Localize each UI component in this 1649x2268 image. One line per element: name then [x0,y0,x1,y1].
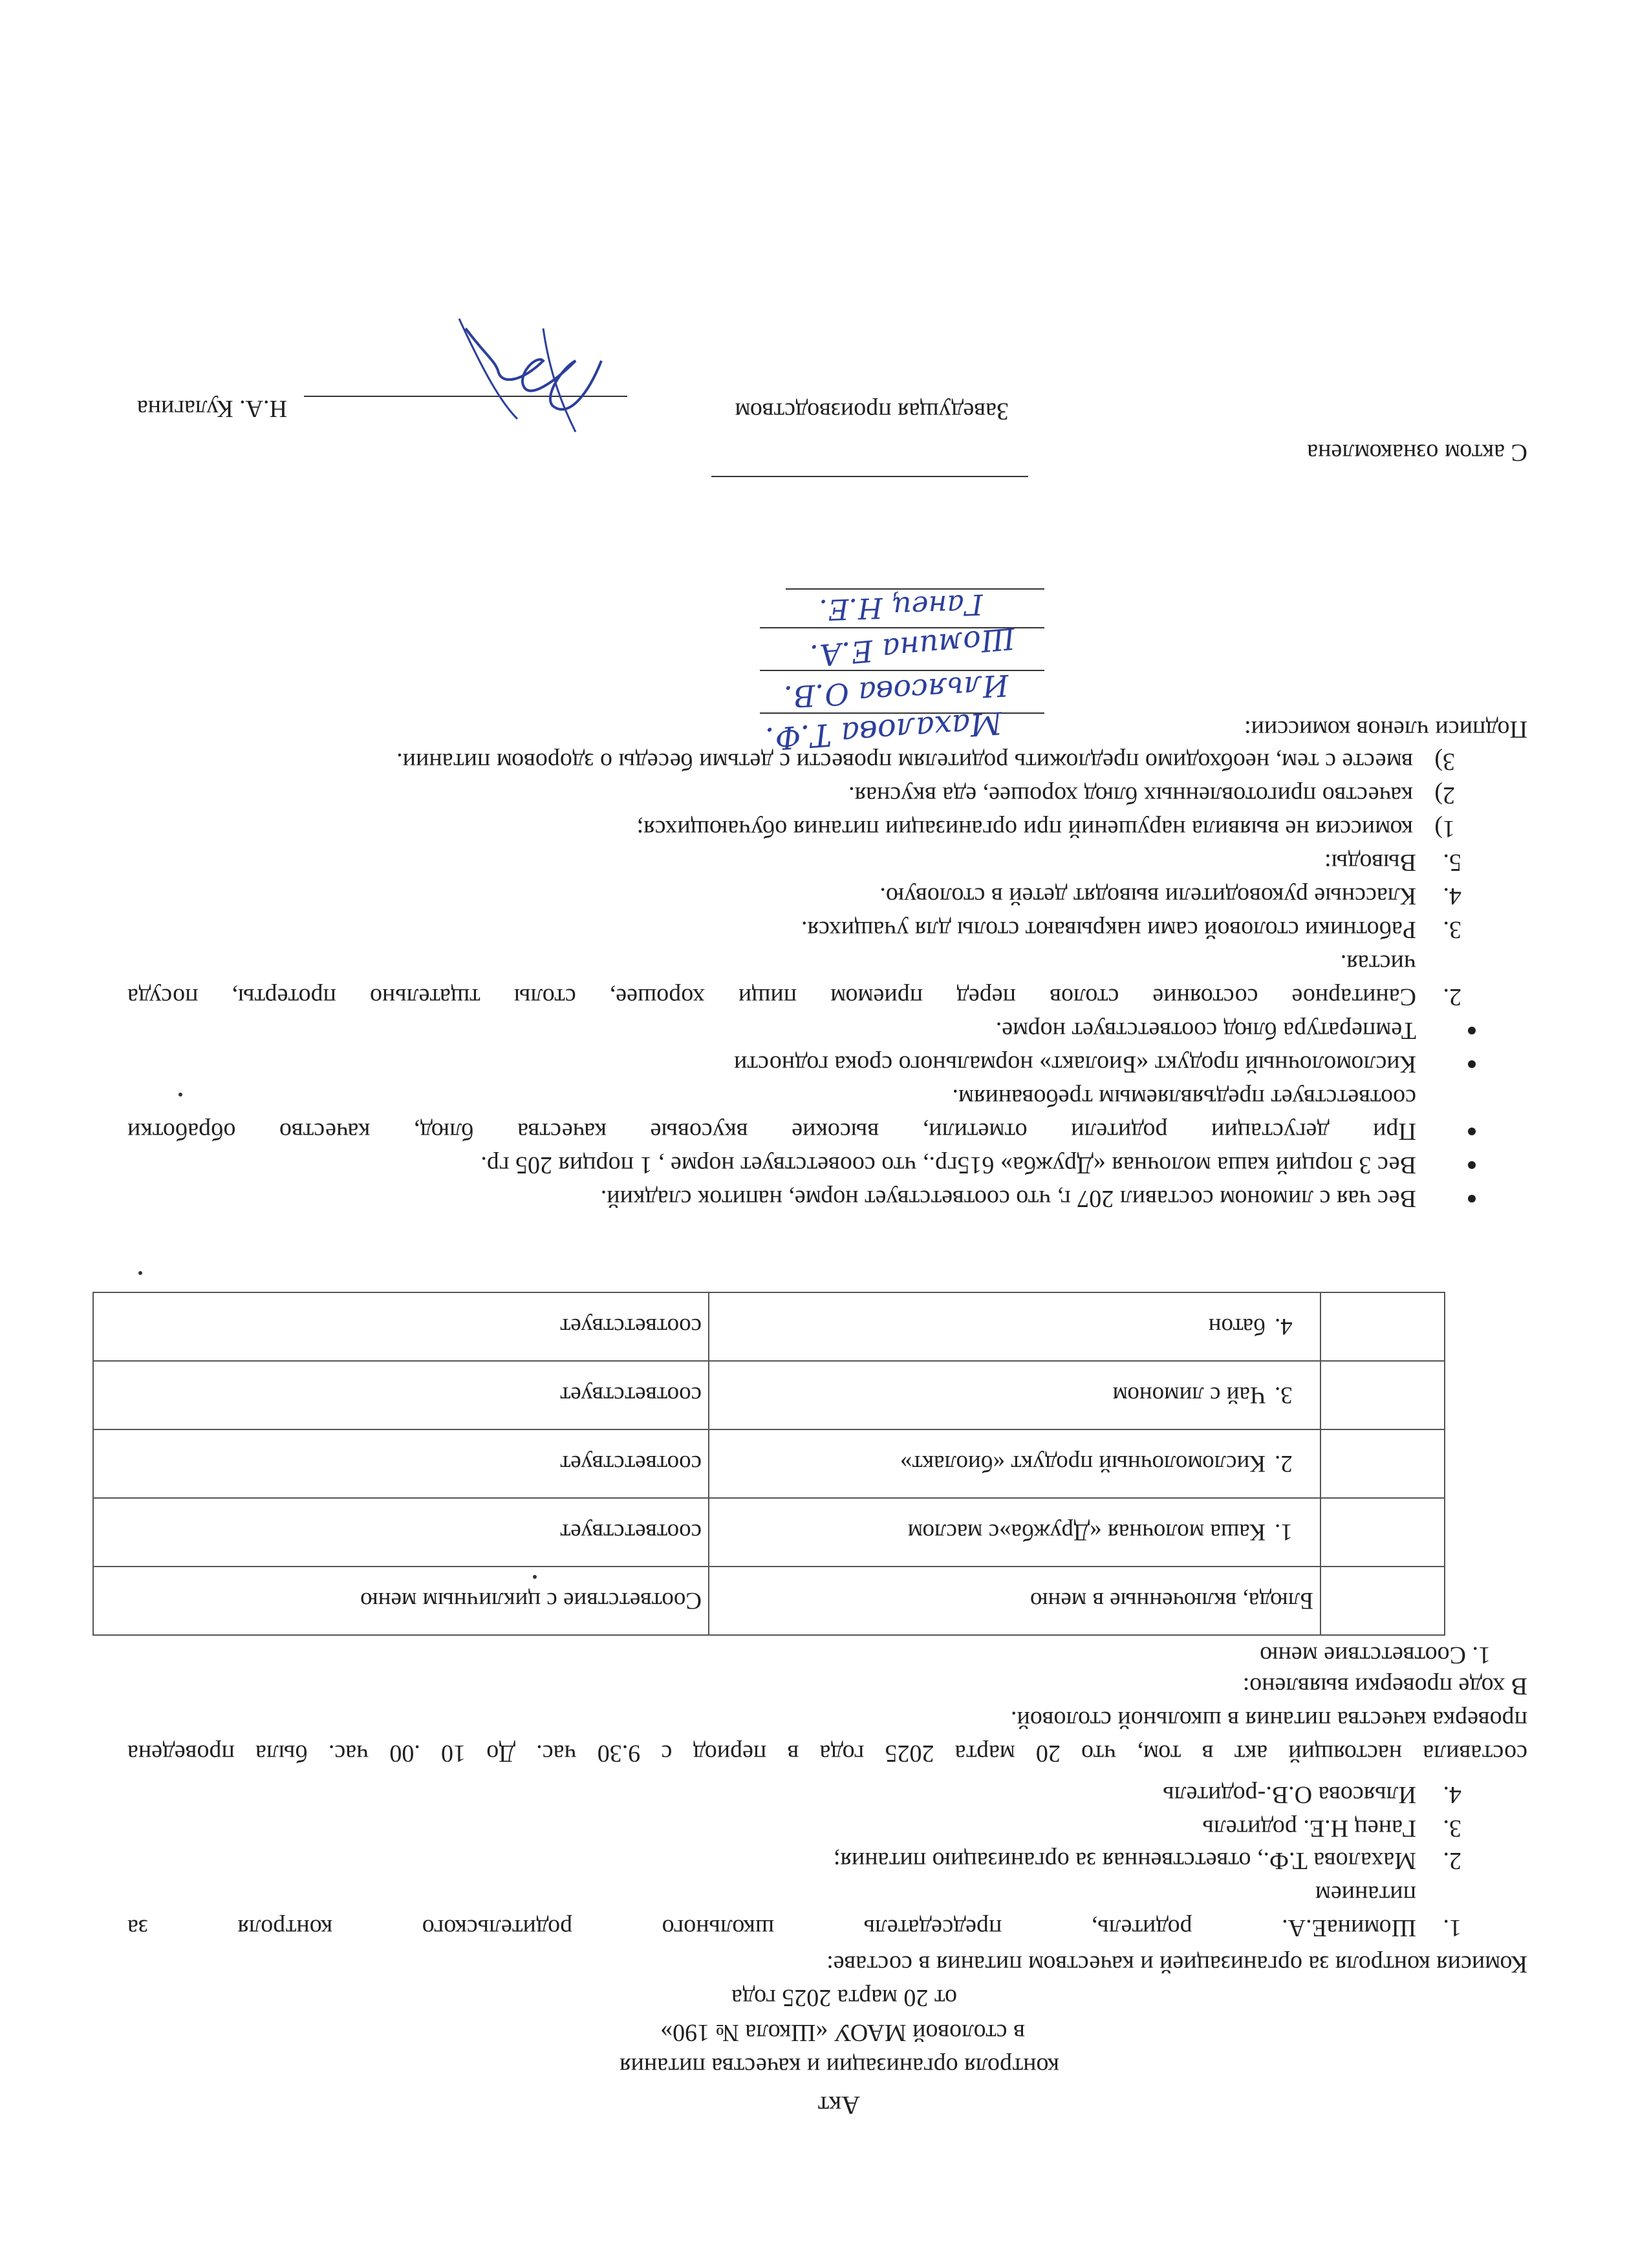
conclusion-1-number: 1) [1434,815,1455,842]
table-cell-status: соответствует [93,1429,709,1498]
acquainted-signature-line [711,476,1028,477]
act-subtitle-line1: контроля организации и качества питания [620,2053,1059,2080]
table-cell-status: соответствует [93,1361,709,1429]
statement-line2: проверка качества питания в школьной столовой. [1010,1706,1527,1733]
conclusion-3-text: вместе с тем, необходимо предложить родителям провести с детьми беседы о здоровом питании. [396,748,1413,775]
conclusion-2-number: 2) [1434,782,1455,809]
act-date: от 20 марта 2025 года [731,1984,957,2011]
acquainted-label: С актом ознакомлена [1307,439,1527,466]
bullet-dot [1468,1128,1476,1135]
head-signature-scribble [446,316,614,458]
statement-line1: составила настоящий акт в том, что 20 марта 2025 года в период с 9.30 час. До 10 .00 час. была проведена [127,1740,1527,1767]
table-cell-empty [1320,1361,1445,1429]
member-4-line1: Ильясова О.В.-родитель [1163,1781,1416,1808]
table-row [93,1361,1445,1429]
point-2-line1: Санитарное состояние столов перед приемом пищи хорошее, столы тщательно протерты, посуда [127,983,1416,1011]
table-cell-empty [1320,1498,1445,1567]
dish-name: Кисломолочный продукт «биолакт» [900,1450,1266,1477]
point-2-line2: чистая. [1340,950,1416,977]
table-row [93,1429,1445,1498]
table-header-cell: Блюда, включенные в меню [709,1567,1320,1635]
conclusion-2-text: качество приготовленных блюд хорошее, еда вкусная. [848,782,1413,809]
menu-compliance-table [92,1292,1445,1636]
table-cell-status: соответствует [93,1498,709,1567]
table-header-cell [1320,1567,1445,1635]
bullet-dot [1468,1027,1476,1034]
conclusion-3-number: 3) [1434,748,1455,775]
dish-name: Чай с лимоном [1112,1382,1266,1409]
member-2-line1: Махалова Т.Ф., ответственная за организацию питания; [833,1847,1416,1874]
table-cell-dish [709,1361,1320,1429]
bullet-3-line2: соответствует предъявляемым требованиям. [952,1084,1416,1111]
member-1-number: 1. [1443,1914,1461,1942]
row-number: 3. [1275,1382,1293,1409]
table-row [93,1498,1445,1567]
scan-speck [138,1271,142,1275]
point-4-text: Классные руководители выводят детей в столовую. [879,883,1416,910]
row-number: 2. [1275,1450,1293,1477]
row-number: 4. [1275,1313,1293,1340]
bullet-dot [1468,1195,1476,1203]
dish-name: Каша молочная «Дружба»с маслом [907,1519,1266,1546]
scan-speck [178,1093,182,1097]
point-3-number: 3. [1443,916,1461,943]
table-header-row [93,1567,1445,1635]
handwritten-signature-1: Махалова Т.Ф. [764,704,1004,757]
member-1-line2: питанием [1315,1881,1416,1908]
handwritten-signature-3: Шомина Е.А. [808,621,1017,674]
dish-name: батон [1208,1313,1266,1340]
bullet-3-line1: При дегустации родители отметили, высокие вкусовые качества блюд, качество обработки [127,1118,1416,1145]
table-cell-dish [709,1292,1320,1361]
table-row [93,1292,1445,1361]
commission-intro: Комисия контроля за организацией и качеством питания в составе: [826,1951,1527,1978]
bullet-dot [1468,1161,1476,1169]
table-cell-empty [1320,1292,1445,1361]
handwritten-signature-2: Ильясова О.В. [782,667,1010,715]
member-3-number: 3. [1443,1815,1461,1842]
point-5-text: Выводы: [1324,849,1416,876]
acquainted-name: Н.А. Кулагина [136,395,287,422]
member-4-number: 4. [1443,1781,1461,1808]
member-1-line1: ШоминаЕ.А. родитель, председатель школьного родительского контроля за [127,1914,1416,1942]
conclusion-1-text: комиссия не выявила нарушений при организации питания обучающихся; [636,815,1413,842]
bullet-4-text: Кисломолочный продукт «Биолакт» нормального срока годности [734,1051,1416,1078]
member-3-line1: Ганец Н.Е. родитель [1202,1815,1416,1842]
point-2-number: 2. [1443,983,1461,1011]
bullet-2-text: Вес 3 порций каша молочная «Дружба» 615гр., что сооветствует норме , 1 порция 205 гр. [480,1151,1416,1179]
point-3-text: Работники столовой сами накрывают столы для учащихся. [801,916,1416,943]
scan-speck [533,1575,537,1579]
handwritten-signature-4: Ганец Н.Е. [818,587,984,626]
act-title: Акт [817,2091,860,2120]
bullet-dot [1468,1060,1476,1068]
point-4-number: 4. [1443,883,1461,910]
member-2-number: 2. [1443,1847,1461,1874]
act-subtitle-line2: в столовой МАОУ «Школа № 190» [660,2019,1025,2046]
table-cell-empty [1320,1429,1445,1498]
table-cell-dish [709,1498,1320,1567]
table-cell-status: соответствует [93,1292,709,1361]
point-5-number: 5. [1443,849,1461,876]
row-number: 1. [1275,1519,1293,1546]
statement-found: В ходе проверки выявлено: [1242,1673,1527,1700]
statement-item1: 1. Соответствие меню [1260,1642,1491,1669]
table-cell-dish [709,1429,1320,1498]
bullet-1-text: Вес чая с лимоном составил 207 г, что соответствует норме, напиток сладкий. [600,1185,1416,1212]
signatures-label: Подписи членов комиссии: [1244,716,1527,743]
acquainted-position: Заведущая производством [735,398,1009,425]
table-header-cell: Соответствие с цикличным меню [93,1567,709,1635]
bullet-5-text: Температура блюд соответствует норме. [995,1017,1416,1044]
